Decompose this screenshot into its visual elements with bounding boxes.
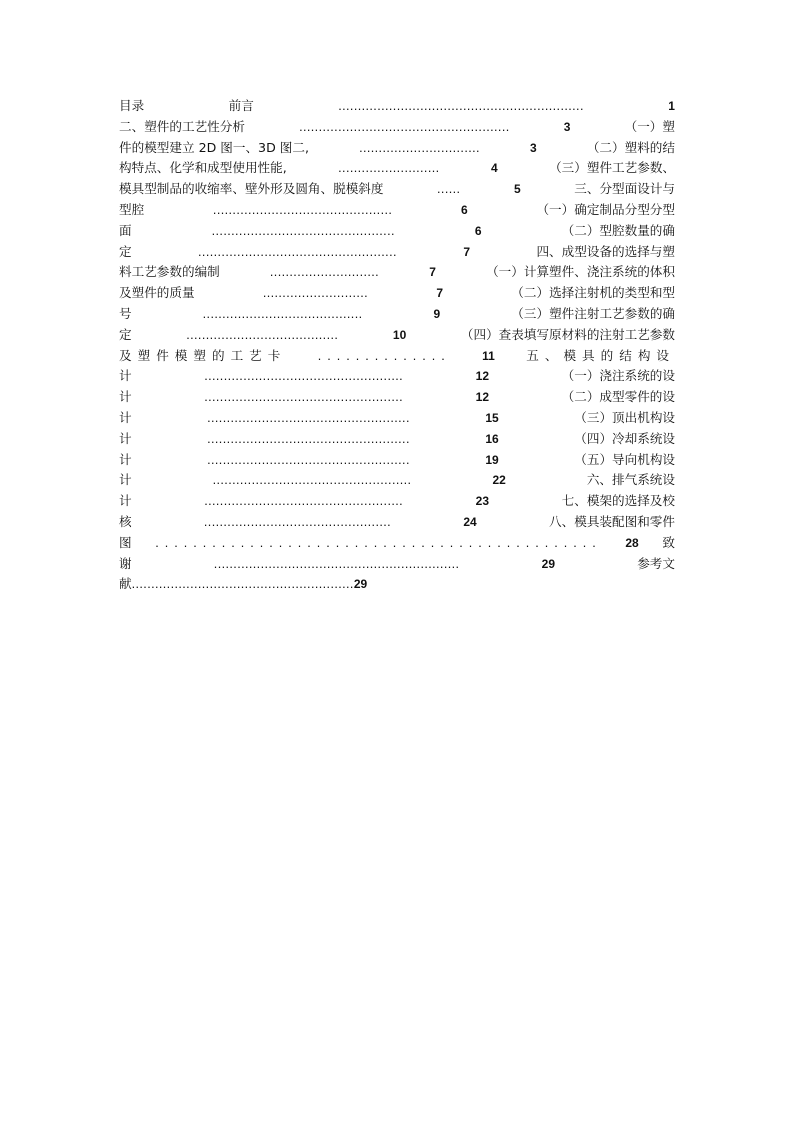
toc-line xyxy=(119,138,675,159)
toc-line xyxy=(119,200,675,221)
toc-text: （二）型腔数量的确 xyxy=(561,222,675,238)
toc-text: 及塑件模塑的工艺卡 xyxy=(119,347,287,363)
toc-page-number: 12 xyxy=(475,369,490,384)
toc-leader-dots: ................................................... xyxy=(204,494,404,509)
toc-line xyxy=(119,554,675,575)
toc-text: 六、排气系统设 xyxy=(586,472,675,488)
toc-text: 计 xyxy=(119,368,132,384)
toc-line xyxy=(119,429,675,450)
toc-text: 计 xyxy=(119,472,132,488)
toc-line xyxy=(119,470,675,491)
toc-line xyxy=(119,533,675,554)
toc-text: （三）塑件工艺参数、 xyxy=(549,160,675,176)
toc-page-number: 23 xyxy=(475,494,490,509)
toc-line xyxy=(119,262,675,283)
toc-line xyxy=(119,96,675,117)
toc-text: 计 xyxy=(119,389,132,405)
toc-text: 及塑件的质量 xyxy=(119,285,195,301)
toc-leader-dots: ................................................... xyxy=(212,473,412,488)
toc-leader-dots: ............................................................... xyxy=(213,556,460,571)
toc-text: 计 xyxy=(119,430,132,446)
toc-text: 型腔 xyxy=(119,201,145,217)
toc-page-number: 6 xyxy=(474,223,482,238)
toc-text: （一）计算塑件、浇注系统的体积 xyxy=(486,264,675,280)
toc-line xyxy=(119,221,675,242)
toc-page-number: 7 xyxy=(436,286,444,301)
toc-page-number: 5 xyxy=(514,182,521,197)
toc-leader-dots: .................................................... xyxy=(207,431,410,446)
toc-text: （一）确定制品分型分型 xyxy=(536,201,675,217)
toc-leader-dots: ............................................... xyxy=(155,535,602,550)
toc-leader-dots: .............................................. xyxy=(212,202,393,217)
toc-leader-dots: ............................................................... xyxy=(338,99,584,113)
toc-text: 八、模具装配图和零件 xyxy=(549,513,675,529)
toc-page-number: 15 xyxy=(485,410,499,425)
toc-line xyxy=(119,387,675,408)
toc-page-number: 10 xyxy=(392,327,407,342)
toc-page-number: 12 xyxy=(475,390,490,405)
toc-text: 计 xyxy=(119,451,132,467)
toc-text: 五、模具的结构设 xyxy=(526,347,675,363)
toc-text: 面 xyxy=(119,222,132,238)
toc-leader-dots: ............................................... xyxy=(211,223,395,238)
toc-text: 构特点、化学和成型使用性能, xyxy=(119,160,287,176)
toc-line xyxy=(119,283,675,304)
toc-page-number: 7 xyxy=(463,244,471,259)
table-of-contents xyxy=(119,96,675,595)
toc-text: 定 xyxy=(119,326,132,342)
toc-leader-dots: ......................................... xyxy=(202,306,363,321)
toc-leader-dots: .......................... xyxy=(338,161,440,176)
toc-page-number: 22 xyxy=(492,473,506,488)
toc-leader-dots: .................................................... xyxy=(207,452,410,467)
toc-leader-dots: ........................... xyxy=(262,286,369,301)
toc-text: 二、塑件的工艺性分析 xyxy=(119,118,245,134)
toc-text: 件的模型建立 2D 图一、3D 图二, xyxy=(119,139,309,155)
toc-line xyxy=(119,408,675,429)
toc-line xyxy=(119,117,675,138)
toc-text: 前言 xyxy=(228,98,254,113)
toc-page-number: 11 xyxy=(482,348,495,363)
toc-text: （二）选择注射机的类型和型 xyxy=(511,285,675,301)
toc-text: 七、模架的选择及校 xyxy=(561,493,675,509)
toc-page-number: 19 xyxy=(485,452,499,467)
toc-page-number: 29 xyxy=(541,556,555,571)
toc-leader-dots: ............................ xyxy=(269,265,380,280)
toc-line xyxy=(119,325,675,346)
toc-text: 模具型制品的收缩率、壁外形及圆角、脱模斜度 xyxy=(119,181,384,197)
toc-page-number: 4 xyxy=(490,161,498,176)
toc-text: 图 xyxy=(119,534,132,550)
toc-line xyxy=(119,491,675,512)
toc-text: （五）导向机构设 xyxy=(574,451,675,467)
toc-leader-dots: ................................................... xyxy=(204,390,404,405)
toc-line xyxy=(119,158,675,179)
toc-text: 计 xyxy=(119,409,132,425)
toc-page-number: 29 xyxy=(353,577,368,592)
toc-line xyxy=(119,179,675,200)
toc-page-number: 28 xyxy=(625,535,639,550)
toc-text: （四）冷却系统设 xyxy=(574,430,675,446)
toc-text: 四、成型设备的选择与塑 xyxy=(536,243,675,259)
toc-line xyxy=(119,512,675,533)
toc-text: （三）塑件注射工艺参数的确 xyxy=(511,305,675,321)
toc-line xyxy=(119,346,675,367)
toc-text: （四）查表填写原材料的注射工艺参数 xyxy=(460,326,675,342)
toc-leader-dots: ................................................... xyxy=(198,244,397,259)
toc-page-number: 3 xyxy=(530,140,537,155)
toc-line xyxy=(119,242,675,263)
toc-leader-dots: ................................................ xyxy=(203,514,392,529)
toc-text: 核 xyxy=(119,513,132,529)
toc-text: （二）塑料的结 xyxy=(586,139,675,155)
toc-text: （二）成型零件的设 xyxy=(561,389,675,405)
toc-leader-dots: ......................................................... xyxy=(131,577,354,592)
toc-text: 谢 xyxy=(119,555,132,571)
toc-page-number: 1 xyxy=(668,99,675,113)
toc-text: 目录 xyxy=(119,98,145,113)
toc-text: 计 xyxy=(119,493,132,509)
toc-leader-dots: ............................... xyxy=(359,140,480,155)
toc-page-number: 7 xyxy=(429,265,436,280)
toc-page-number: 6 xyxy=(461,202,468,217)
toc-leader-dots: ...... xyxy=(437,182,461,197)
toc-page-number: 3 xyxy=(563,119,571,134)
toc-line xyxy=(119,574,675,595)
toc-leader-dots: ................................................... xyxy=(204,369,404,384)
toc-text: 致 xyxy=(662,534,675,550)
toc-text: 料工艺参数的编制 xyxy=(119,264,220,280)
toc-text: 献 xyxy=(119,576,132,592)
toc-leader-dots: ....................................... xyxy=(186,327,339,342)
toc-line xyxy=(119,304,675,325)
toc-leader-dots: ...................................................... xyxy=(299,119,510,134)
toc-leader-dots: .................................................... xyxy=(207,410,410,425)
toc-text: 号 xyxy=(119,305,132,321)
toc-text: 定 xyxy=(119,243,132,259)
toc-text: （一）浇注系统的设 xyxy=(561,368,675,384)
toc-line xyxy=(119,450,675,471)
toc-leader-dots: .............. xyxy=(317,348,451,363)
toc-text: 三、分型面设计与 xyxy=(574,181,675,197)
toc-text: 参考文 xyxy=(637,555,675,571)
toc-page-number: 24 xyxy=(463,514,477,529)
toc-line xyxy=(119,366,675,387)
toc-page-number: 16 xyxy=(485,431,499,446)
toc-page-number: 9 xyxy=(433,306,441,321)
toc-text: （一）塑 xyxy=(624,118,675,134)
toc-text: （三）顶出机构设 xyxy=(574,409,675,425)
